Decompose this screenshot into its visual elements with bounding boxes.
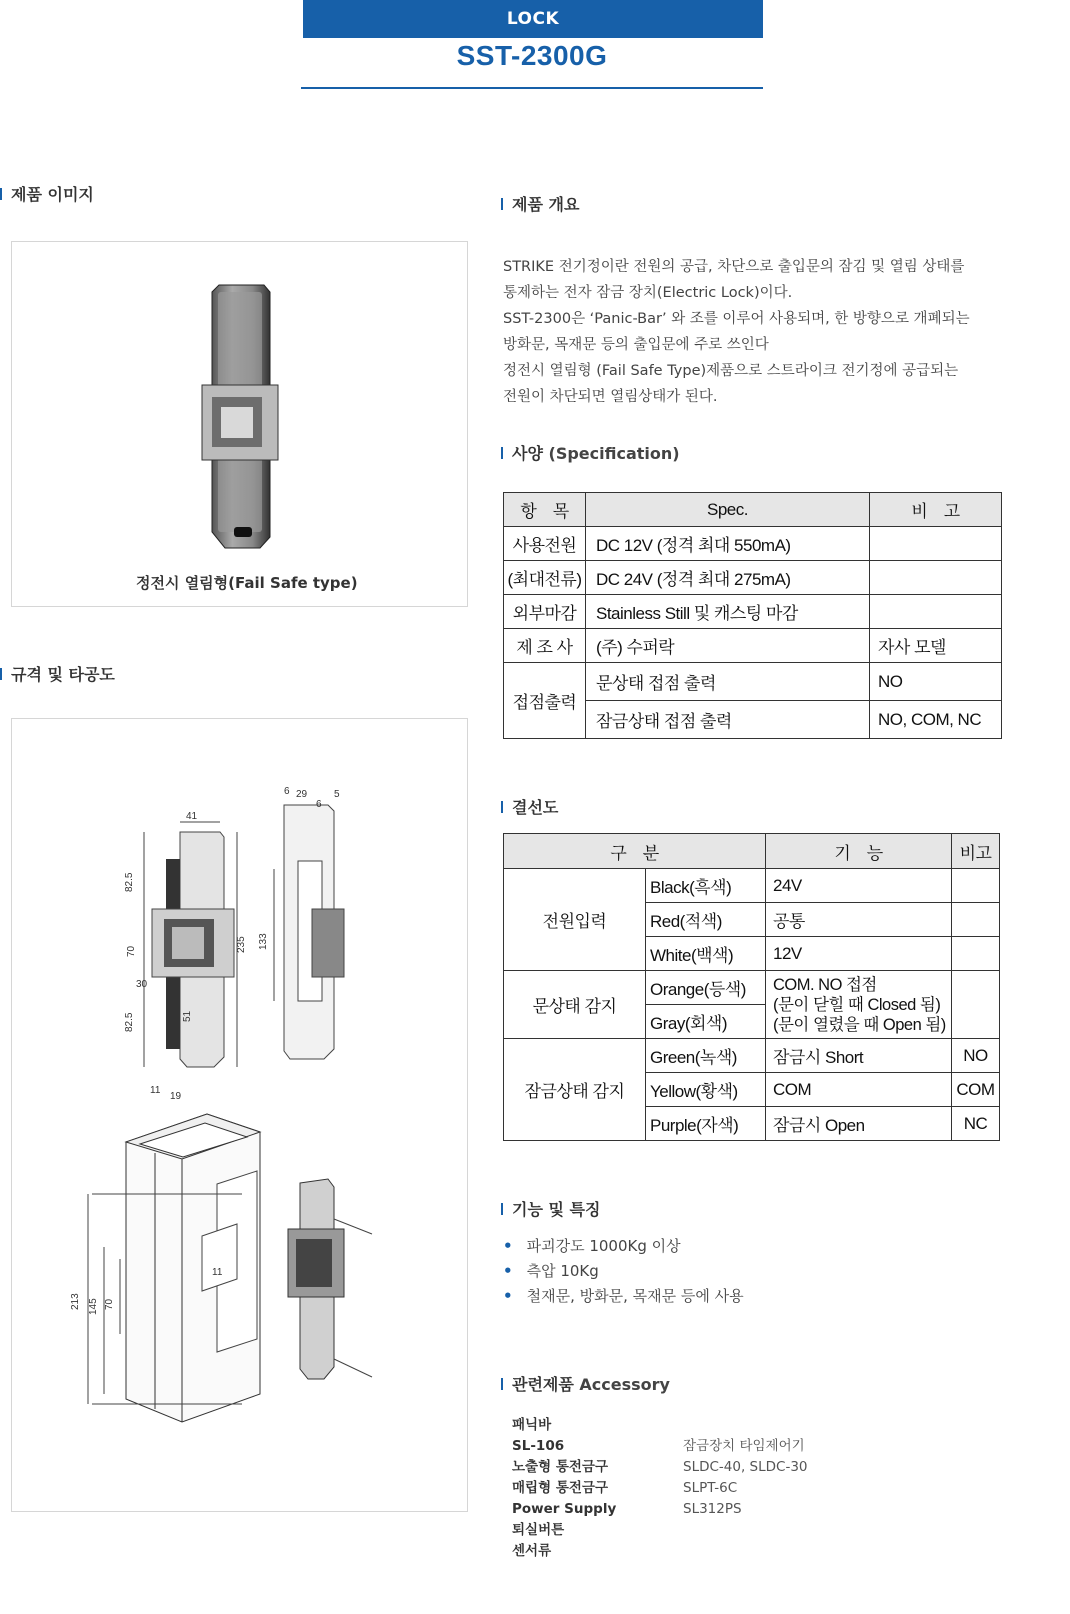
table-row: Red(적색) 공통 xyxy=(504,903,1000,937)
spec-header-spec: Spec. xyxy=(586,493,870,527)
list-item: 패닉바 xyxy=(512,1417,552,1433)
dim-side-b: 29 xyxy=(296,789,308,800)
dim-frame-b: 145 xyxy=(88,1298,99,1315)
list-item: • 측압 10Kg xyxy=(503,1262,599,1280)
feature-list xyxy=(503,1234,744,1309)
table-row: Gray(회색) xyxy=(504,1005,1000,1039)
category-tag: LOCK xyxy=(303,0,763,38)
table-row: 잠금상태 접점 출력 NO, COM, NC xyxy=(504,701,1002,739)
title-underline xyxy=(301,87,763,89)
list-item: Power Supply xyxy=(512,1501,617,1517)
door-state-function: COM. NO 접점 (문이 닫힐 때 Closed 됨) (문이 열렸을 때 Open 됨) xyxy=(766,971,952,1039)
section-product-image: 제품 이미지 xyxy=(0,182,94,205)
dim-inner: 51 xyxy=(182,1010,193,1022)
table-row: 전원입력 Black(흑색) 24V xyxy=(504,869,1000,903)
dim-notch: 30 xyxy=(136,979,148,990)
overview-line: SST-2300은 ‘Panic-Bar’ 와 조를 이루어 사용되며, 한 방향으로 개폐되는 xyxy=(503,311,970,327)
table-row: Yellow(황색) COM COM xyxy=(504,1073,1000,1107)
list-item: 노출형 통전금구 xyxy=(512,1459,608,1475)
list-item: 잠금장치 타임제어기 xyxy=(683,1438,805,1454)
dim-frame-d: 11 xyxy=(212,1267,223,1278)
dim-side-c: 5 xyxy=(334,789,340,800)
model-title: SST-2300G xyxy=(456,40,608,71)
dim-frame-c: 70 xyxy=(104,1298,115,1310)
section-dimension: 규격 및 타공도 xyxy=(0,662,115,685)
list-item: • 철재문, 방화문, 목재문 등에 사용 xyxy=(503,1287,744,1305)
dim-total: 235 xyxy=(236,936,247,953)
table-row: 제 조 사 (주) 수퍼락 자사 모델 xyxy=(504,629,1002,663)
overview-line: 통제하는 전자 잠금 장치(Electric Lock)이다. xyxy=(503,285,793,301)
accessory-list-right xyxy=(683,1436,808,1520)
list-item: SLDC-40, SLDC-30 xyxy=(683,1459,808,1475)
table-row: 사용전원 DC 12V (정격 최대 550mA) xyxy=(504,527,1002,561)
table-row: Purple(자색) 잠금시 Open NC xyxy=(504,1107,1000,1141)
dim-upper: 82.5 xyxy=(124,872,135,892)
product-caption: 정전시 열림형(Fail Safe type) xyxy=(136,574,358,592)
accessory-list-left xyxy=(512,1415,616,1562)
list-item: • 파괴강도 1000Kg 이상 xyxy=(503,1237,681,1255)
wire-header-function: 기 능 xyxy=(766,834,952,869)
wire-header-note: 비고 xyxy=(952,834,1000,869)
dim-top-width: 41 xyxy=(186,811,198,822)
dim-frame-a: 213 xyxy=(70,1293,81,1310)
dim-bottom-a: 11 xyxy=(150,1085,161,1096)
table-row: White(백색) 12V xyxy=(504,937,1000,971)
wire-header-category: 구 분 xyxy=(504,834,766,869)
section-accessory: 관련제품 Accessory xyxy=(501,1372,670,1395)
table-row: (최대전류) DC 24V (정격 최대 275mA) xyxy=(504,561,1002,595)
wiring-table xyxy=(503,833,1000,1141)
list-item: SLPT-6C xyxy=(683,1480,738,1496)
overview-text xyxy=(503,254,1003,410)
overview-line: 전원이 차단되면 열림상태가 된다. xyxy=(503,389,718,405)
product-image-box xyxy=(11,241,468,607)
section-features: 기능 및 특징 xyxy=(501,1197,600,1220)
list-item: 매립형 통전금구 xyxy=(512,1480,608,1496)
list-item: SL-106 xyxy=(512,1438,565,1454)
table-row: 접점출력 문상태 접점 출력 NO xyxy=(504,663,1002,701)
dim-lower: 82.5 xyxy=(124,1012,135,1032)
dim-side-d: 6 xyxy=(316,799,322,810)
overview-line: 정전시 열림형 (Fail Safe Type)제품으로 스트라이크 전기정에 공급되는 xyxy=(503,363,959,379)
spec-table xyxy=(503,492,1002,739)
table-row: 잠금상태 감지 Green(녹색) 잠금시 Short NO xyxy=(504,1039,1000,1073)
table-row: 문상태 감지 Orange(등색) COM. NO 접점 (문이 닫힐 때 Closed 됨) (문이 열렸을 때 Open 됨) xyxy=(504,971,1000,1005)
dim-mid: 70 xyxy=(126,945,137,957)
overview-line: 방화문, 목재문 등의 출입문에 주로 쓰인다 xyxy=(503,337,769,353)
dimension-drawing xyxy=(12,719,467,1511)
spec-header-note: 비 고 xyxy=(870,493,1002,527)
dim-side-h: 133 xyxy=(258,933,269,950)
overview-line: STRIKE 전기정이란 전원의 공급, 차단으로 출입문의 잠김 및 열림 상태를 xyxy=(503,259,965,275)
section-wiring: 결선도 xyxy=(501,795,558,818)
dim-bottom-b: 19 xyxy=(170,1091,182,1102)
section-spec: 사양 (Specification) xyxy=(501,441,680,464)
table-row: 외부마감 Stainless Still 및 캐스팅 마감 xyxy=(504,595,1002,629)
section-overview: 제품 개요 xyxy=(501,192,579,215)
list-item: SL312PS xyxy=(683,1501,742,1517)
strike-lock-photo xyxy=(12,242,467,606)
dimension-drawing-box xyxy=(11,718,468,1512)
dim-side-a: 6 xyxy=(284,786,290,797)
spec-header-item: 항 목 xyxy=(504,493,586,527)
list-item: 퇴실버튼 xyxy=(512,1522,565,1538)
list-item: 센서류 xyxy=(512,1543,552,1559)
